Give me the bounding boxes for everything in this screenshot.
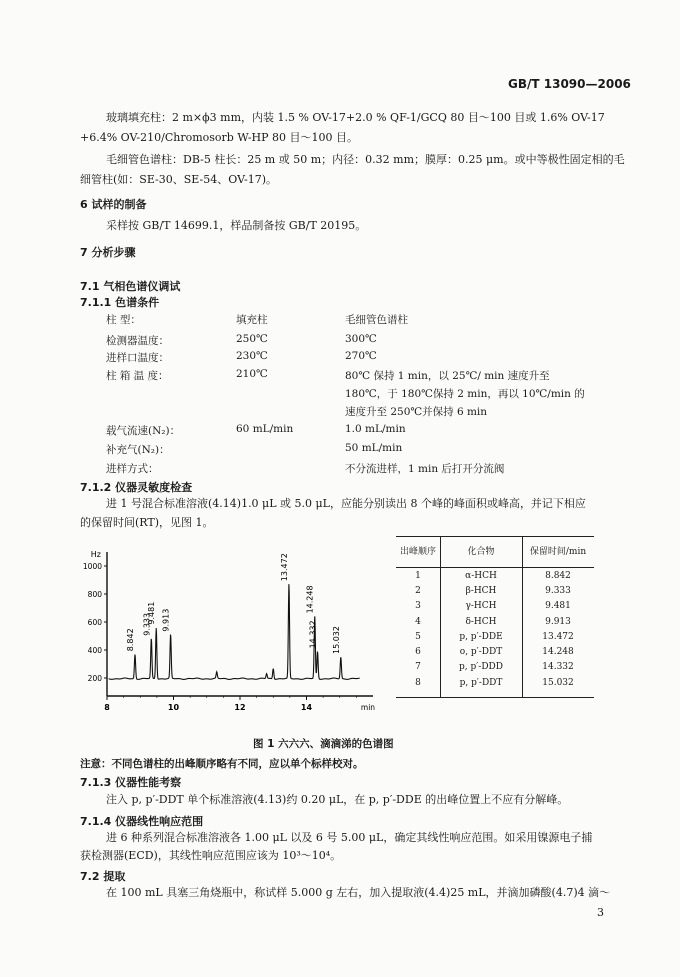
condition-packed: 230℃ <box>236 350 268 362</box>
condition-label: 柱 箱 温 度： <box>106 370 169 382</box>
condition-capillary: 300℃ <box>345 333 377 345</box>
sensitivity-line-2: 的保留时间(RT)，见图 1。 <box>80 516 214 529</box>
table-row <box>396 599 594 614</box>
cell: p, p′-DDE <box>459 631 503 642</box>
section-7-2-heading: 7.2 提取 <box>80 870 126 883</box>
sensitivity-line-1: 进 1 号混合标准溶液(4.14)1.0 μL 或 5.0 μL，应能分别读出 8 个峰的峰面积或峰高，并记下相应 <box>106 497 586 510</box>
condition-capillary: 不分流进样，1 min 后打开分流阀 <box>345 463 505 475</box>
table-row <box>396 660 594 675</box>
condition-capillary: 50 mL/min <box>345 442 403 454</box>
table-row <box>396 675 594 690</box>
capillary-line-2: 细管柱(如：SE-30、SE-54、OV-17)。 <box>80 173 278 186</box>
cell: 5 <box>415 631 421 642</box>
section-7-1-3-heading: 7.1.3 仪器性能考察 <box>80 776 182 789</box>
y-tick-label: 200 <box>87 674 102 683</box>
section-7-1-4-heading: 7.1.4 仪器线性响应范围 <box>80 815 204 828</box>
condition-capillary: 270℃ <box>345 350 377 362</box>
x-tick-label: 8 <box>104 703 110 712</box>
cell: 9.333 <box>545 585 571 596</box>
cell: 13.472 <box>542 631 574 642</box>
table-row <box>396 629 594 644</box>
peak-label: 8.842 <box>125 628 135 652</box>
peak-label: 14.332 <box>308 620 318 649</box>
cell: 14.332 <box>542 662 574 673</box>
cell: γ-HCH <box>465 601 497 612</box>
cell: β-HCH <box>465 585 497 596</box>
table-row <box>396 568 594 584</box>
table-row <box>396 583 594 598</box>
table-row <box>396 644 594 659</box>
y-tick-label: 400 <box>87 646 102 655</box>
cell: p, p′-DDD <box>459 662 503 673</box>
table-header-retention: 保留时间/min <box>522 537 594 568</box>
cell: 9.913 <box>545 616 571 627</box>
table-header-order: 出峰顺序 <box>396 537 440 568</box>
cell: o, p′-DDT <box>459 647 503 658</box>
x-tick-label: 10 <box>167 703 180 712</box>
peak-label: 9.913 <box>161 608 171 632</box>
cell: 4 <box>415 616 421 627</box>
cell: 7 <box>415 662 421 673</box>
standard-code: GB/T 13090—2006 <box>508 77 631 91</box>
table-header-compound: 化合物 <box>440 537 522 568</box>
sample-prep-text: 采样按 GB/T 14699.1，样品制备按 GB/T 20195。 <box>106 219 367 232</box>
condition-packed: 250℃ <box>236 333 268 345</box>
cell: 6 <box>415 647 421 658</box>
condition-capillary: 80℃ 保持 1 min，以 25℃/ min 速度升至 <box>345 370 550 382</box>
capillary-line-1: 毛细管色谱柱：DB-5 柱长：25 m 或 50 m；内径：0.32 mm；膜厚：0.25 μm。或中等极性固定相的毛 <box>106 153 625 166</box>
packed-column-header: 填充柱 <box>236 314 268 326</box>
page-number: 3 <box>597 906 604 919</box>
x-axis-label: min <box>360 703 376 712</box>
peak-label: 15.032 <box>331 626 341 654</box>
cell: 8.842 <box>545 570 571 581</box>
condition-label: 检测器温度： <box>106 335 169 347</box>
cell: α-HCH <box>465 570 497 581</box>
cell: 9.481 <box>545 601 571 612</box>
cell: 15.032 <box>542 677 574 688</box>
retention-time-table <box>396 536 594 698</box>
figure-note: 注意：不同色谱柱的出峰顺序略有不同，应以单个标样校对。 <box>80 758 364 770</box>
condition-capillary: 1.0 mL/min <box>345 423 406 435</box>
section-6-heading: 6 试样的制备 <box>80 198 147 211</box>
cell: 1 <box>415 570 421 581</box>
condition-packed: 60 mL/min <box>236 423 294 435</box>
y-axis-label: Hz <box>90 550 101 559</box>
cell: 2 <box>415 585 421 596</box>
y-tick-label: 800 <box>87 590 102 599</box>
section-7-1-heading: 7.1 气相色谱仪调试 <box>80 280 181 293</box>
condition-capillary: 180℃，于 180℃保持 2 min，再以 10℃/min 的 <box>345 388 585 400</box>
peak-label: 9.333 <box>142 612 152 636</box>
x-tick-label: 12 <box>234 703 246 712</box>
peak-label: 14.248 <box>305 585 315 614</box>
linearity-line-1: 进 6 种系列混合标准溶液各 1.00 μL 以及 6 号 5.00 μL，确定其线性响应范围。如采用镍源电子捕 <box>106 831 593 844</box>
figure-caption: 图 1 六六六、滴滴涕的色谱图 <box>253 738 394 750</box>
condition-capillary: 速度升至 250℃并保持 6 min <box>345 406 488 418</box>
cell: 8 <box>415 677 421 688</box>
peak-label: 9.481 <box>147 601 157 625</box>
condition-label: 载气流速(N₂)： <box>106 425 181 437</box>
glass-column-line-2: +6.4% OV-210/Chromosorb W-HP 80 目～100 目。 <box>80 131 359 144</box>
cell: 14.248 <box>542 647 574 658</box>
performance-text: 注入 p, p′-DDT 单个标准溶液(4.13)约 0.20 μL，在 p, p′-DDE 的出峰位置上不应有分解峰。 <box>106 793 569 806</box>
section-7-1-1-heading: 7.1.1 色谱条件 <box>80 296 160 309</box>
linearity-line-2: 获检测器(ECD)，其线性响应范围应该为 10³～10⁴。 <box>80 849 342 862</box>
table-row <box>396 614 594 629</box>
condition-label: 进样口温度： <box>106 352 169 364</box>
capillary-column-header: 毛细管色谱柱 <box>345 314 408 326</box>
extraction-text: 在 100 mL 具塞三角烧瓶中，称试样 5.000 g 左右，加入提取液(4.4)25 mL，并滴加磷酸(4.7)4 滴～ <box>106 886 611 899</box>
chromatogram <box>78 535 378 725</box>
cell: p, p′-DDT <box>459 677 503 688</box>
y-tick-label: 1000 <box>82 562 102 571</box>
condition-packed: 210℃ <box>236 368 268 380</box>
peak-label: 13.472 <box>279 553 289 582</box>
section-7-heading: 7 分析步骤 <box>80 246 136 259</box>
cell: δ-HCH <box>465 616 497 627</box>
column-type-label: 柱 型： <box>106 314 141 326</box>
glass-column-line-1: 玻璃填充柱：2 m×ϕ3 mm，内装 1.5 % OV-17+2.0 % QF-1/GCQ 80 目～100 目或 1.6% OV-17 <box>106 111 605 124</box>
condition-label: 进样方式： <box>106 463 159 475</box>
y-tick-label: 600 <box>87 618 102 627</box>
condition-label: 补充气(N₂)： <box>106 444 170 456</box>
cell: 3 <box>415 601 421 612</box>
x-tick-label: 14 <box>300 703 313 712</box>
section-7-1-2-heading: 7.1.2 仪器灵敏度检查 <box>80 481 193 494</box>
